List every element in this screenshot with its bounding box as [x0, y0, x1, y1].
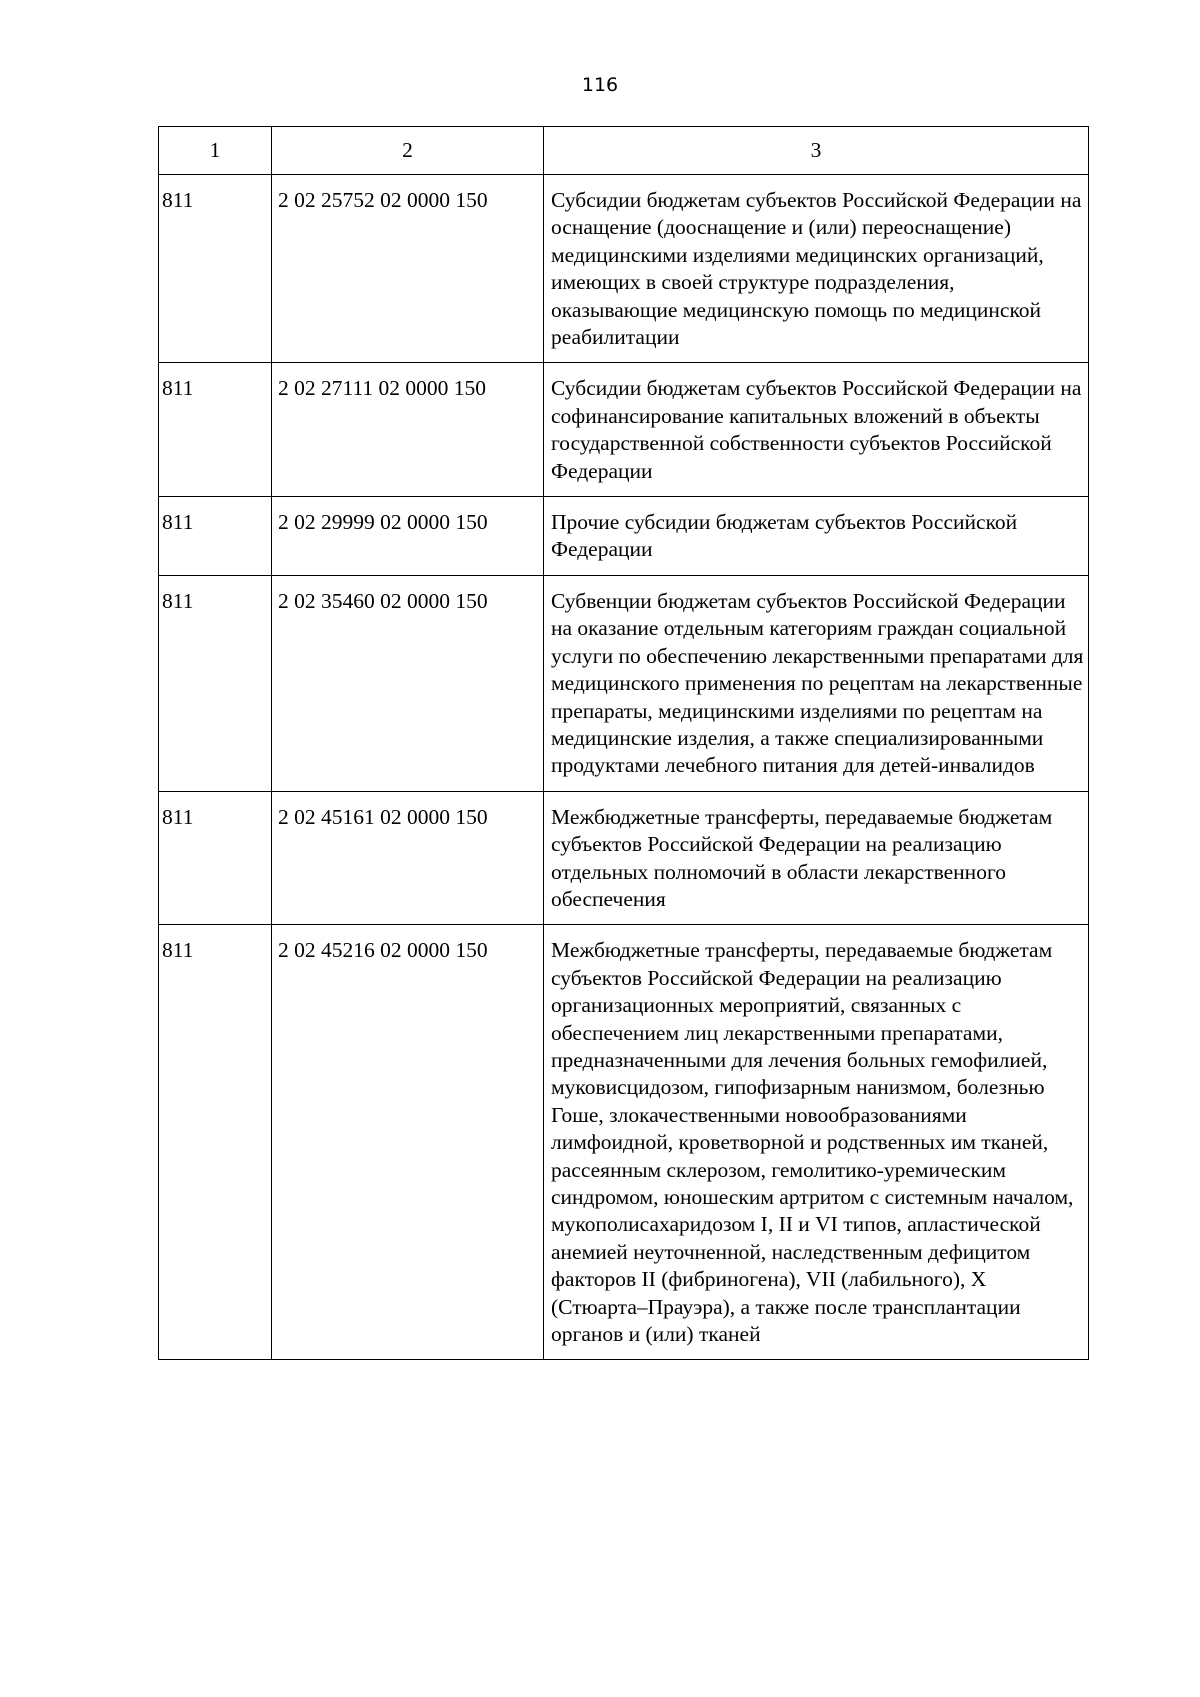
- revenue-name-cell: Субсидии бюджетам субъектов Российской Федерации на оснащение (дооснащение и (или) переоснащение) медицинскими изделиями медицинских организаций, имеющих в своей структуре подразделения, оказывающие медицинскую помощь по медицинской реабилитации: [544, 175, 1089, 363]
- revenue-code-cell: 2 02 27111 02 0000 150: [272, 363, 544, 497]
- revenue-name-cell: Прочие субсидии бюджетам субъектов Российской Федерации: [544, 497, 1089, 576]
- table-row: [159, 791, 1089, 925]
- admin-code-cell: 811: [159, 575, 272, 791]
- revenue-name-cell: Межбюджетные трансферты, передаваемые бюджетам субъектов Российской Федерации на реализацию организационных мероприятий, связанных с обеспечением лиц лекарственными препаратами, предназначенными для лечения больных гемофилией, муковисцидозом, гипофизарным нанизмом, болезнью Гоше, злокачественными новообразованиями лимфоидной, кроветворной и родственных им тканей, рассеянным склерозом, гемолитико-уремическим синдромом, юношеским артритом с системным началом, мукополисахаридозом I, II и VI типов, апластической анемией неуточненной, наследственным дефицитом факторов II (фибриногена), VII (лабильного), X (Стюарта–Прауэра), а также после трансплантации органов и (или) тканей: [544, 925, 1089, 1360]
- page-number: 116: [581, 74, 619, 96]
- admin-code-cell: 811: [159, 497, 272, 576]
- header-col-3: 3: [544, 127, 1089, 175]
- table-row: [159, 575, 1089, 791]
- table-row: [159, 175, 1089, 363]
- revenue-name-cell: Межбюджетные трансферты, передаваемые бюджетам субъектов Российской Федерации на реализацию отдельных полномочий в области лекарственного обеспечения: [544, 791, 1089, 925]
- header-col-1: 1: [159, 127, 272, 175]
- revenue-name-cell: Субвенции бюджетам субъектов Российской Федерации на оказание отдельным категориям граждан социальной услуги по обеспечению лекарственными препаратами для медицинского применения по рецептам на лекарственные препараты, медицинскими изделиями по рецептам на медицинские изделия, а также специализированными продуктами лечебного питания для детей-инвалидов: [544, 575, 1089, 791]
- budget-classification-table: [158, 126, 1089, 1360]
- revenue-code-cell: 2 02 45216 02 0000 150: [272, 925, 544, 1360]
- admin-code-cell: 811: [159, 175, 272, 363]
- revenue-name-cell: Субсидии бюджетам субъектов Российской Федерации на софинансирование капитальных вложений в объекты государственной собственности субъектов Российской Федерации: [544, 363, 1089, 497]
- table-row: [159, 925, 1089, 1360]
- table-row: [159, 497, 1089, 576]
- table-row: [159, 363, 1089, 497]
- revenue-code-cell: 2 02 29999 02 0000 150: [272, 497, 544, 576]
- admin-code-cell: 811: [159, 925, 272, 1360]
- revenue-code-cell: 2 02 35460 02 0000 150: [272, 575, 544, 791]
- admin-code-cell: 811: [159, 791, 272, 925]
- revenue-code-cell: 2 02 25752 02 0000 150: [272, 175, 544, 363]
- revenue-code-cell: 2 02 45161 02 0000 150: [272, 791, 544, 925]
- table-header-row: [159, 127, 1089, 175]
- header-col-2: 2: [272, 127, 544, 175]
- admin-code-cell: 811: [159, 363, 272, 497]
